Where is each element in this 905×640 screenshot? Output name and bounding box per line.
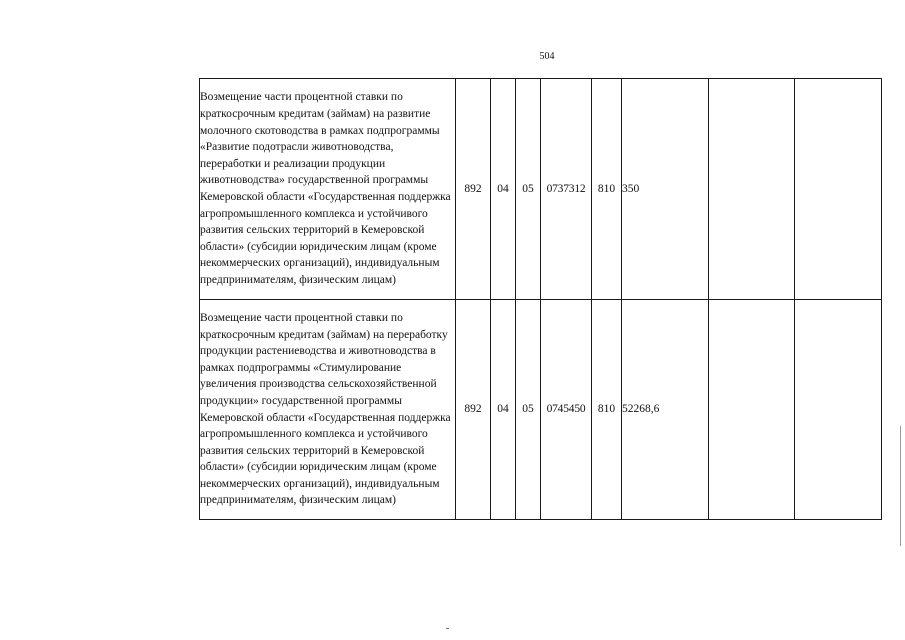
section-code: 04 xyxy=(491,79,516,300)
scan-edge-mark xyxy=(900,426,901,546)
expense-type-code: 810 xyxy=(592,79,622,300)
page-number: 504 xyxy=(539,51,555,62)
empty-cell xyxy=(795,79,882,300)
ministry-code: 892 xyxy=(456,300,491,520)
amount-value: 350 xyxy=(622,79,709,300)
empty-cell xyxy=(795,300,882,520)
target-article-code: 0745450 xyxy=(541,300,592,520)
ministry-code: 892 xyxy=(456,79,491,300)
empty-cell xyxy=(709,300,795,520)
expense-type-code: 810 xyxy=(592,300,622,520)
row-description: Возмещение части процентной ставки по краткосрочным кредитам (займам) на развитие молочного скотоводства в рамках подпрограммы «Развитие подотрасли животноводства, переработки и реализации продукции животноводства» государственной программы Кемеровской области «Государственная поддержка агропромышленного комплекса и устойчивого развития сельских территорий в Кемеровской области» (субсидии юридическим лицам (кроме некоммерческих организаций), индивидуальным предпринимателям, физическим лицам) xyxy=(200,79,456,300)
amount-value: 52268,6 xyxy=(622,300,709,520)
table-row xyxy=(200,79,882,300)
scan-dust-mark xyxy=(446,628,449,629)
row-description: Возмещение части процентной ставки по краткосрочным кредитам (займам) на переработку продукции растениеводства и животноводства в рамках подпрограммы «Стимулирование увеличения производства сельскохозяйственной продукции» государственной программы Кемеровской области «Государственная поддержка агропромышленного комплекса и устойчивого развития сельских территорий в Кемеровской области» (субсидии юридическим лицам (кроме некоммерческих организаций), индивидуальным предпринимателям, физическим лицам) xyxy=(200,300,456,520)
subsection-code: 05 xyxy=(516,79,541,300)
section-code: 04 xyxy=(491,300,516,520)
target-article-code: 0737312 xyxy=(541,79,592,300)
table-row xyxy=(200,300,882,520)
budget-table xyxy=(199,78,882,520)
empty-cell xyxy=(709,79,795,300)
subsection-code: 05 xyxy=(516,300,541,520)
